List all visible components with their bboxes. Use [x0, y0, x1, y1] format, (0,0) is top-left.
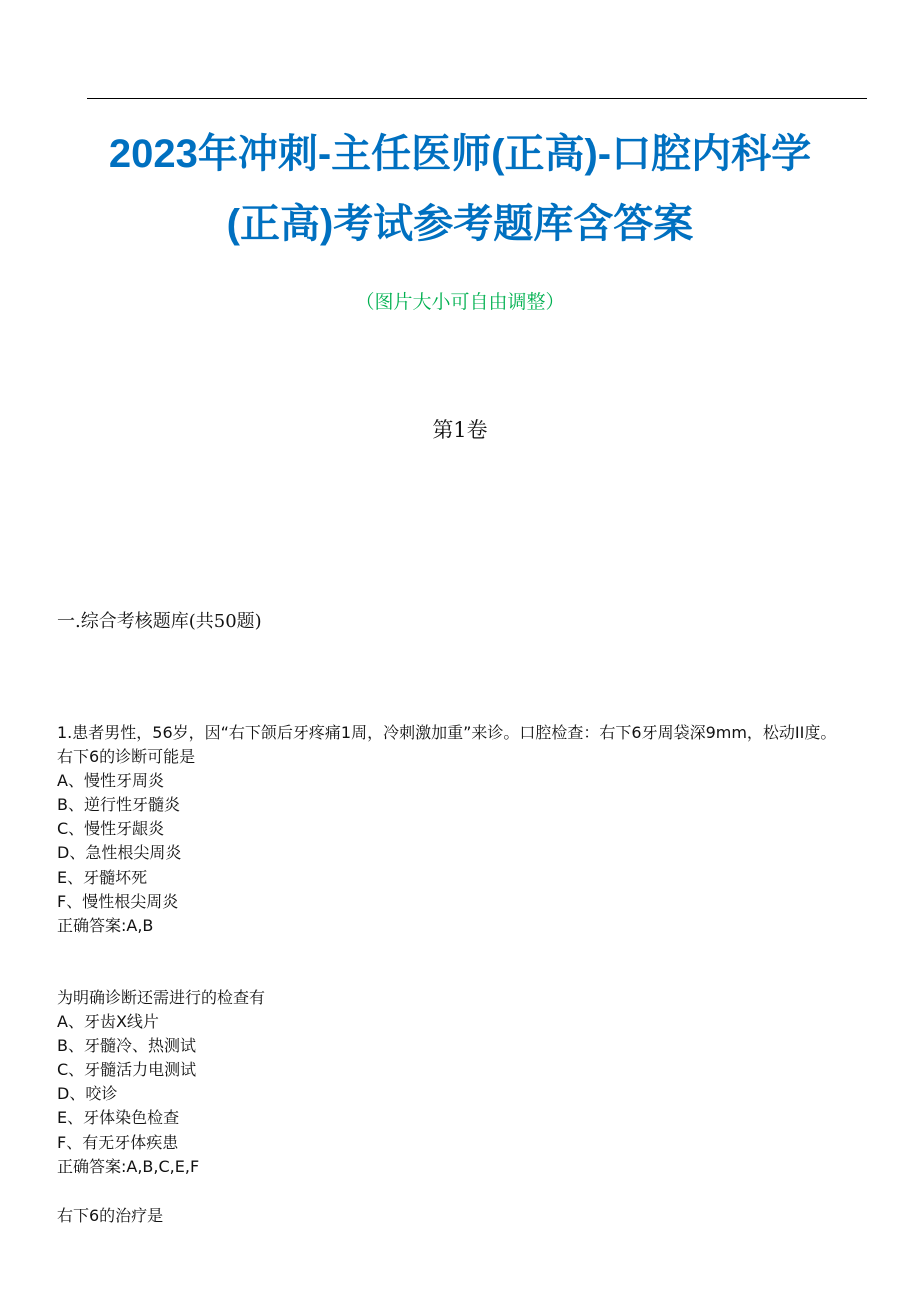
option-a: A、牙齿X线片 [57, 1012, 159, 1032]
document-subtitle: （图片大小可自由调整） [355, 291, 565, 313]
answer: 正确答案:A,B,C,E,F [57, 1156, 200, 1176]
question-stem: 1.患者男性，56岁，因“右下颌后牙疼痛1周，冷刺激加重”来诊。口腔检查：右下6牙周袋深9mm，松动II度。 [57, 723, 837, 742]
option-b: B、牙髓冷、热测试 [57, 1036, 196, 1056]
option-e: E、牙体染色检查 [57, 1108, 180, 1128]
option-b: B、逆行性牙髓炎 [57, 795, 180, 815]
option-c: C、牙髓活力电测试 [57, 1060, 197, 1080]
document-title-line-2: (正高)考试参考题库含答案 [226, 202, 694, 246]
question-1 [57, 721, 872, 938]
question-prompt: 右下6的诊断可能是 [57, 747, 196, 767]
document-title-line-1: 2023年冲刺-主任医师(正高)-口腔内科学 [108, 132, 812, 176]
option-d: D、急性根尖周炎 [57, 843, 182, 863]
question-1-part-3 [57, 1204, 872, 1228]
header-rule [87, 98, 867, 99]
option-f: F、慢性根尖周炎 [57, 891, 179, 911]
volume-heading: 第1卷 [432, 418, 488, 442]
question-prompt: 右下6的治疗是 [57, 1206, 164, 1225]
option-a: A、慢性牙周炎 [57, 771, 164, 791]
question-1-part-2 [57, 986, 872, 1179]
question-prompt: 为明确诊断还需进行的检查有 [57, 988, 266, 1007]
option-d: D、咬诊 [57, 1084, 118, 1104]
option-f: F、有无牙体疾患 [57, 1132, 179, 1152]
section-heading: 一.综合考核题库(共50题) [57, 611, 262, 632]
option-e: E、牙髓坏死 [57, 867, 148, 887]
option-c: C、慢性牙龈炎 [57, 819, 165, 839]
answer: 正确答案:A,B [57, 915, 154, 935]
